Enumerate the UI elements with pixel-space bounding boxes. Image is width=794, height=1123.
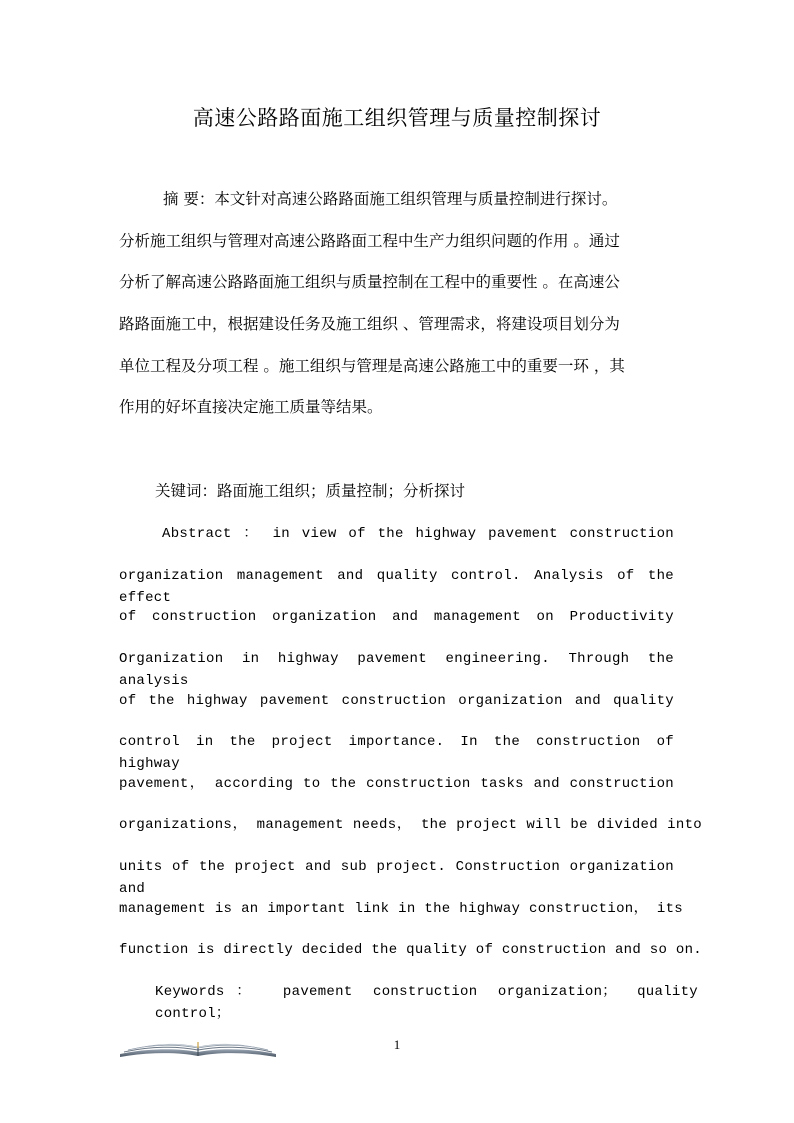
abstract-en-line-1: Abstract ： in view of the highway pavement construction — [162, 526, 674, 542]
abstract-zh-line-1: 摘 要：本文针对高速公路路面施工组织管理与质量控制进行探讨。 — [163, 190, 618, 208]
abstract-en-line-9: units of the project and sub project. Construction organization and — [119, 859, 674, 897]
abstract-en-line-5: of the highway pavement construction organization and quality — [119, 693, 674, 709]
abstract-en-line-4: Organization in highway pavement engineering. Through the analysis — [119, 651, 674, 689]
abstract-en-line-8: organizations， management needs， the project will be divided into — [119, 817, 702, 833]
abstract-en-line-6: control in the project importance. In the construction of highway — [119, 734, 674, 772]
abstract-zh-line-4: 路路面施工中，根据建设任务及施工组织 、管理需求，将建设项目划分为 — [119, 315, 620, 333]
abstract-zh-line-3: 分析了解高速公路路面施工组织与质量控制在工程中的重要性 。在高速公 — [119, 273, 620, 291]
abstract-zh-line-2: 分析施工组织与管理对高速公路路面工程中生产力组织问题的作用 。通过 — [119, 232, 620, 250]
abstract-en-line-7: pavement， according to the construction tasks and construction — [119, 776, 674, 792]
abstract-zh-line-5: 单位工程及分项工程 。施工组织与管理是高速公路施工中的重要一环 ，其 — [119, 357, 625, 375]
keywords-en: Keywords： pavement construction organization； quality control； — [155, 984, 698, 1022]
page-number: 1 — [393, 1037, 401, 1052]
abstract-en-line-10: management is an important link in the highway construction， its — [119, 901, 683, 917]
keywords-zh: 关键词：路面施工组织；质量控制；分析探讨 — [155, 482, 466, 500]
abstract-en-line-11: function is directly decided the quality of construction and so on. — [119, 942, 702, 958]
document-title: 高速公路路面施工组织管理与质量控制探讨 — [192, 106, 602, 130]
abstract-zh-line-6: 作用的好坏直接决定施工质量等结果。 — [119, 398, 383, 416]
abstract-en-line-2: organization management and quality control. Analysis of the effect — [119, 568, 674, 606]
abstract-en-line-3: of construction organization and management on Productivity — [119, 609, 674, 625]
